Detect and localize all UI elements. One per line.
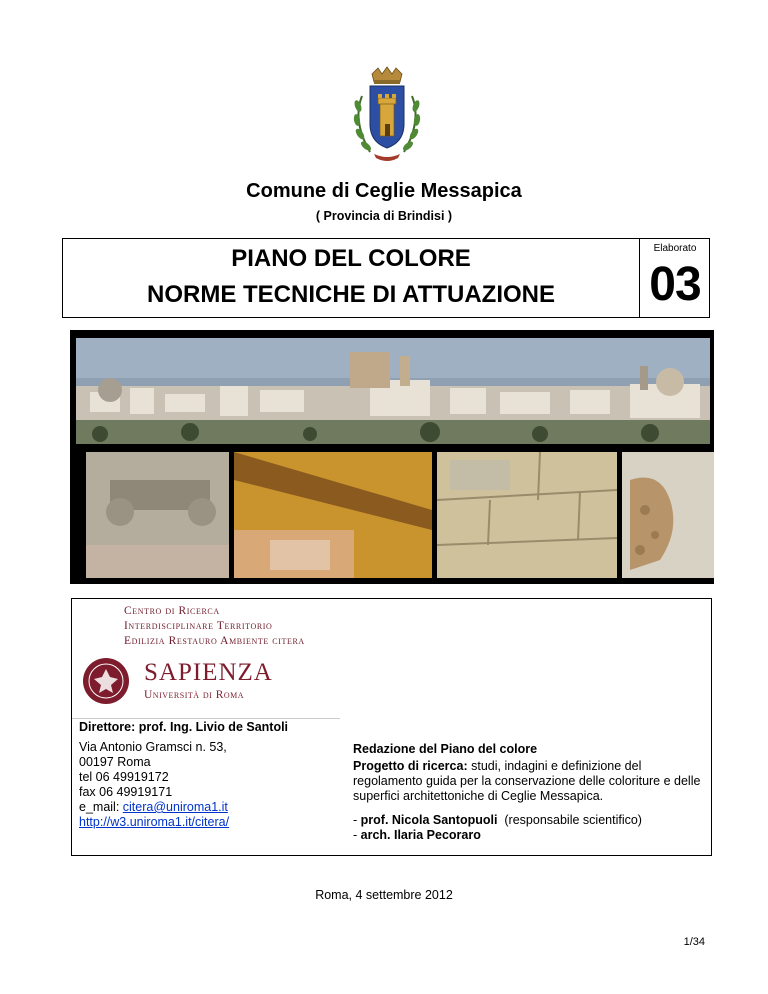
- elaborato-label: Elaborato: [653, 243, 697, 254]
- progetto-description: [353, 759, 705, 804]
- direttore-line: Direttore: prof. Ing. Livio de Santoli: [79, 720, 289, 734]
- credit-name: prof. Nicola Santopuoli: [360, 813, 498, 827]
- address-email-row: [79, 800, 228, 815]
- university-name: SAPIENZA: [144, 659, 273, 686]
- title-box: [62, 238, 710, 318]
- website-link[interactable]: http://w3.uniroma1.it/citera/: [79, 815, 230, 829]
- address-tel: tel 06 49919172: [79, 770, 169, 784]
- credit-prefix: -: [353, 828, 361, 842]
- coat-of-arms-icon: [348, 66, 426, 166]
- ochre-wall-photo: [234, 452, 432, 578]
- elaborato-number: 03: [649, 258, 701, 311]
- page-number: 1/34: [683, 936, 705, 948]
- credit-item: [353, 828, 481, 842]
- credit-prefix: -: [353, 813, 361, 827]
- email-label: e_mail:: [79, 800, 123, 814]
- progetto-label: Progetto di ricerca:: [353, 759, 468, 773]
- divider: [72, 718, 340, 719]
- university-subtitle: Università di Roma: [144, 689, 245, 701]
- credit-item: [353, 813, 642, 827]
- address-street: Via Antonio Gramsci n. 53,: [79, 740, 227, 754]
- comune-title: Comune di Ceglie Messapica: [246, 180, 522, 202]
- town-panorama-photo: [76, 338, 710, 444]
- credit-role: (responsabile scientifico): [497, 813, 642, 827]
- email-link[interactable]: citera@uniroma1.it: [122, 800, 228, 814]
- address-city: 00197 Roma: [79, 755, 151, 769]
- sapienza-seal-icon: [82, 657, 130, 705]
- centro-line-2: Interdisciplinare Territorio: [124, 620, 273, 632]
- address-fax: fax 06 49919171: [79, 785, 173, 799]
- capital-detail-photo: [86, 452, 229, 578]
- progetto-text: studi, indagini e definizione del regolamento guida per la conservazione delle coloriture e delle superfici architettoniche di Ceglie Messapica.: [353, 759, 701, 803]
- info-box: [71, 598, 712, 856]
- photo-collage: [70, 330, 714, 584]
- provincia-subtitle: ( Provincia di Brindisi ): [315, 209, 453, 223]
- address-url-row: [79, 815, 229, 830]
- plaster-wall-photo: [622, 452, 714, 578]
- document-subtitle: NORME TECNICHE DI ATTUAZIONE: [147, 281, 555, 308]
- document-date: Roma, 4 settembre 2012: [315, 888, 453, 902]
- centro-line-3: Edilizia Restauro Ambiente citera: [124, 635, 305, 647]
- institution-logo: [82, 599, 340, 717]
- credit-name: arch. Ilaria Pecoraro: [360, 828, 481, 842]
- stone-blocks-photo: [437, 452, 617, 578]
- centro-line-1: Centro di Ricerca: [124, 605, 220, 617]
- redazione-title: Redazione del Piano del colore: [353, 742, 538, 756]
- document-title: PIANO DEL COLORE: [231, 245, 471, 272]
